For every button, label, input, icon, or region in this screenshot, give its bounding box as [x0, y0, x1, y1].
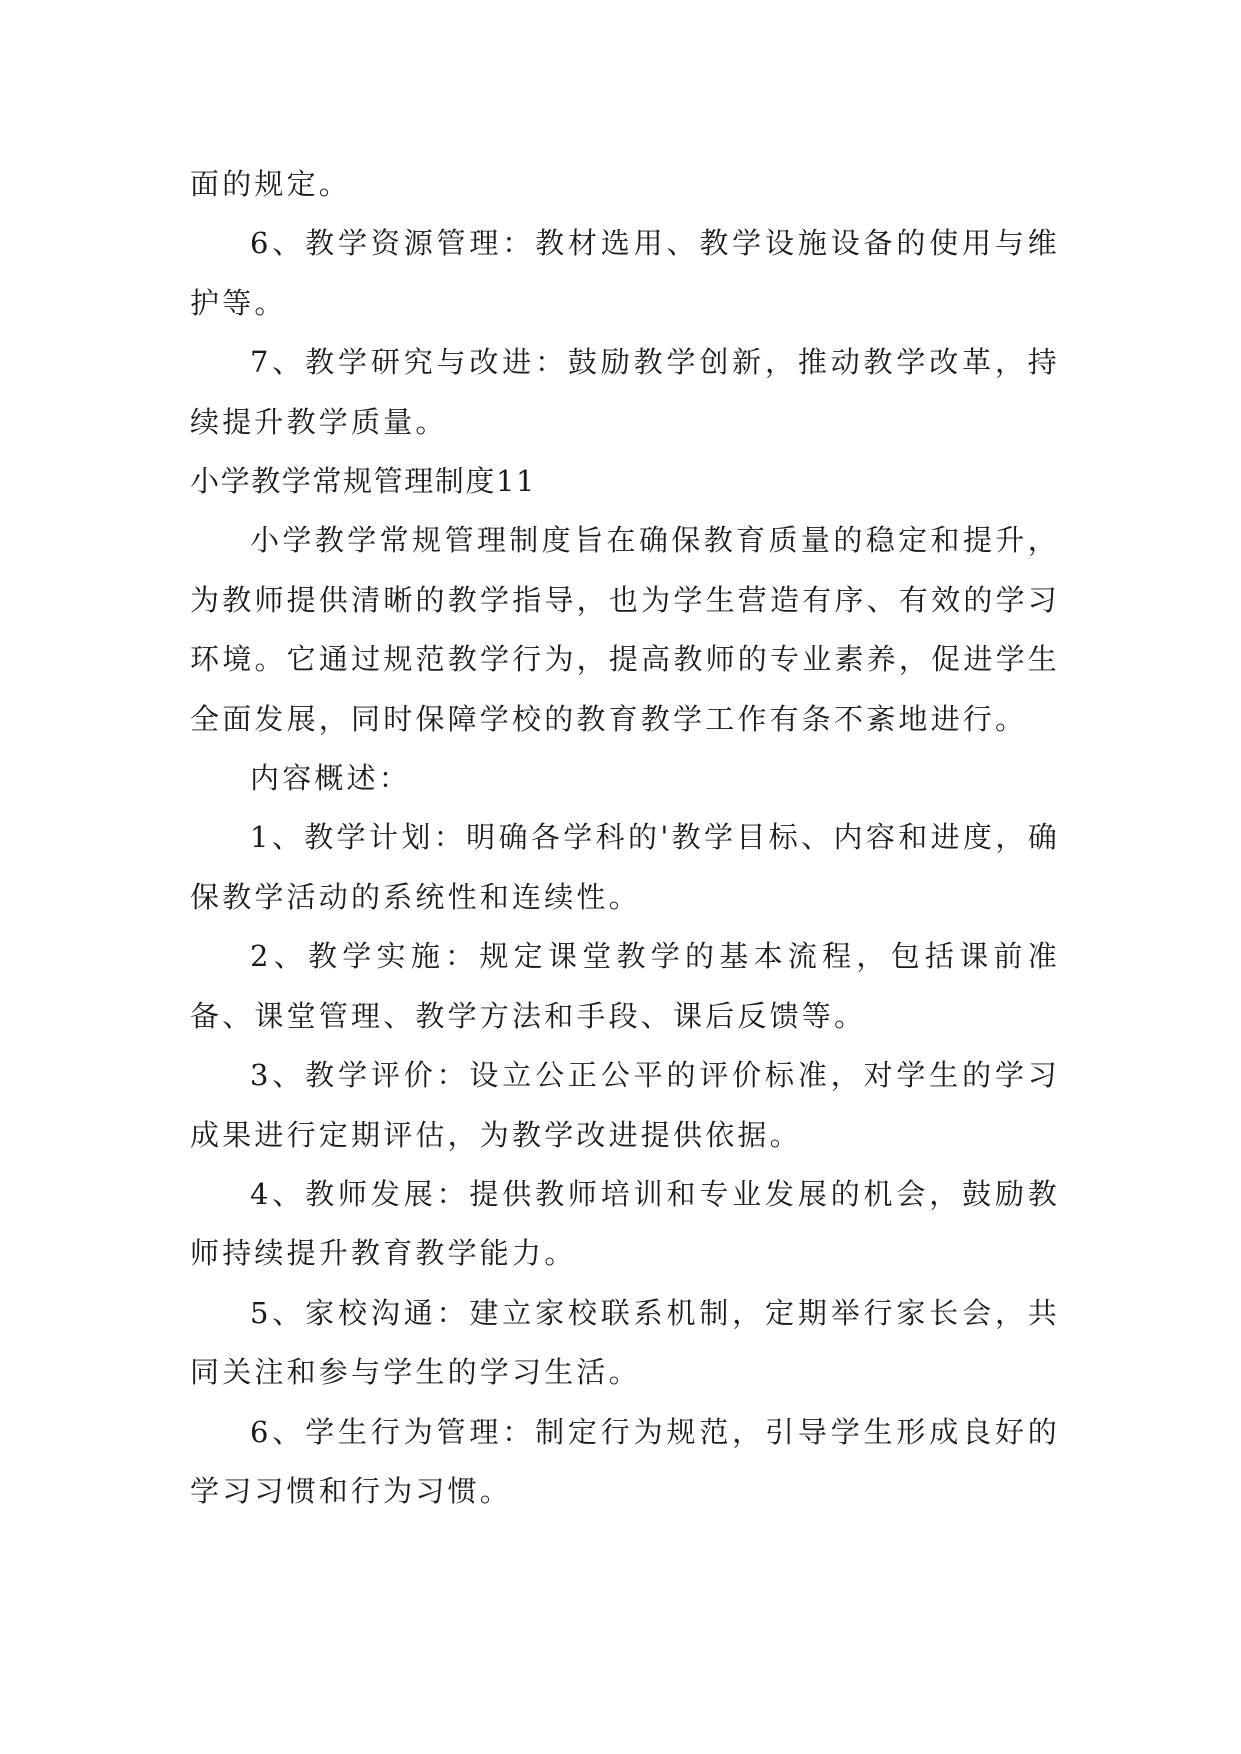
paragraph-item-6-resources: 6、教学资源管理：教材选用、教学设施设备的使用与维护等。 [190, 226, 1060, 320]
paragraph-item-6-behavior: 6、学生行为管理：制定行为规范，引导学生形成良好的学习习惯和行为习惯。 [190, 1414, 1060, 1508]
paragraph-item-7-research: 7、教学研究与改进：鼓励教学创新，推动教学改革，持续提升教学质量。 [190, 345, 1060, 439]
paragraph-overview-label: 内容概述： [250, 761, 412, 796]
paragraph-item-4-teacher-development: 4、教师发展：提供教师培训和专业发展的机会，鼓励教师持续提升教育教学能力。 [190, 1176, 1060, 1271]
document-body [190, 155, 1060, 1521]
paragraph-item-1-plan: 1、教学计划：明确各学科的'教学目标、内容和进度，确保教学活动的系统性和连续性。 [190, 820, 1060, 914]
paragraph-item-2-implementation: 2、教学实施：规定课堂教学的基本流程，包括课前准备、课堂管理、教学方法和手段、课后反馈等。 [190, 939, 1060, 1033]
paragraph-intro: 小学教学常规管理制度旨在确保教育质量的稳定和提升，为教师提供清晰的教学指导，也为学生营造有序、有效的学习环境。它通过规范教学行为，提高教师的专业素养，促进学生全面发展，同时保障学校的教育教学工作有条不紊地进行。 [190, 523, 1060, 736]
section-heading: 小学教学常规管理制度11 [190, 464, 537, 499]
paragraph-item-5-home-school: 5、家校沟通：建立家校联系机制，定期举行家长会，共同关注和参与学生的学习生活。 [190, 1295, 1060, 1390]
paragraph-continuation: 面的规定。 [190, 167, 352, 201]
paragraph-item-3-evaluation: 3、教学评价：设立公正公平的评价标准，对学生的学习成果进行定期评估，为教学改进提供依据。 [190, 1058, 1060, 1152]
